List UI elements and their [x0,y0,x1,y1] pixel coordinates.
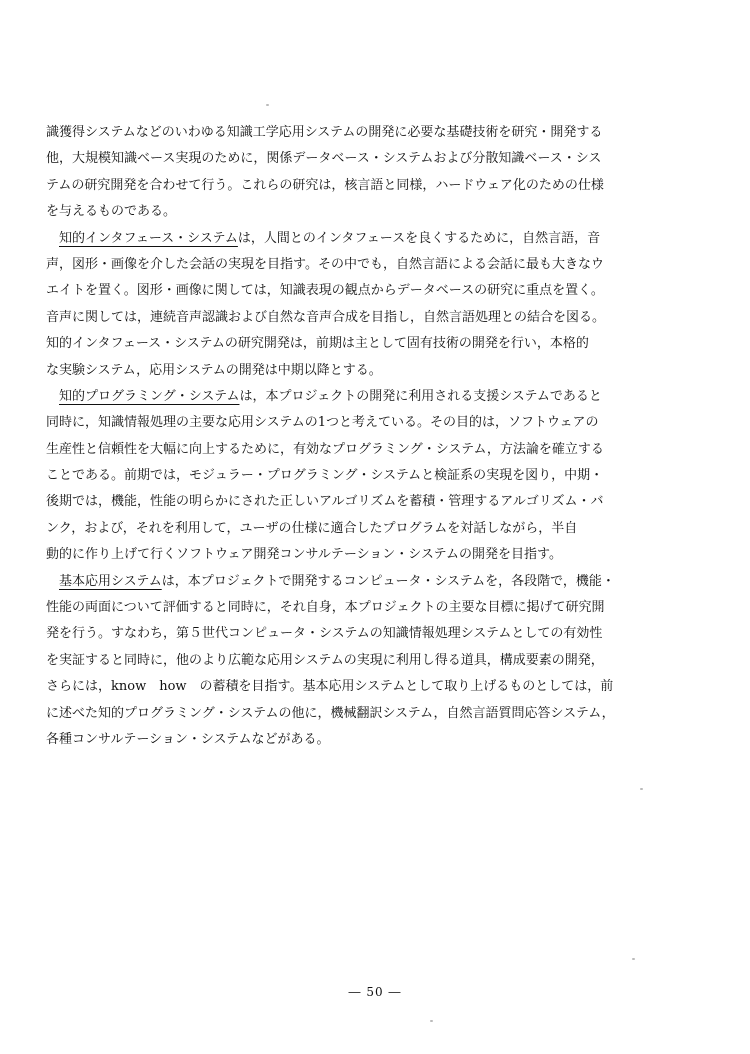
text-line: な実験システム，応用システムの開発は中期以降とする。 [46,362,382,378]
section-term-intelligent-interface: 知的インタフェース・システム [59,230,238,246]
paragraph-first-line [46,226,646,252]
text-line: 発を行う。すなわち，第５世代コンピュータ・システムの知識情報処理システムとしての有効性 [46,626,603,642]
scan-speck [632,958,635,960]
text-line: ことである。前期では，モジュラー・プログラミング・システムと検証系の実現を図り，中期・ [46,468,604,484]
body-text [46,120,646,753]
text-line: 性能の両面について評価すると同時に，それ自身，本プロジェクトの主要な目標に掲げて研究開 [46,600,605,616]
text-line: 動的に作り上げて行くソフトウェア開発コンサルテーション・システムの開発を目指す。 [46,547,562,563]
paragraph-first-line [46,569,646,595]
text-line: 知的インタフェース・システムの研究開発は，前期は主として固有技術の開発を行い，本格的 [46,336,589,352]
scan-speck [430,1020,433,1022]
paragraph-first-line [46,384,646,410]
text-line: 声，図形・画像を介した会話の実現を目指す。その中でも，自然言語による会話に最も大きなウ [46,256,604,272]
text-fragment: は，本プロジェクトで開発するコンピュータ・システムを，各段階で，機能・ [161,573,615,589]
text-line: 同時に，知識情報処理の主要な応用システムの1つと考えている。その目的は，ソフトウェアの [46,415,599,431]
text-line: 後期では，機能，性能の明らかにされた正しいアルゴリズムを蓄積・管理するアルゴリズム・バ [46,494,604,510]
text-line: を実証すると同時に，他のより広範な応用システムの実現に利用し得る道具，構成要素の開発， [46,652,604,668]
text-line: ンク，および，それを利用して，ユーザの仕様に適合したプログラムを対話しながら，半自 [46,520,578,536]
text-line: 音声に関しては，連続音声認識および自然な音声合成を目指し，自然言語処理との結合を図る。 [46,309,606,325]
section-term-intelligent-programming: 知的プログラミング・システム [59,388,240,404]
text-line: 識獲得システムなどのいわゆる知識工学応用システムの開発に必要な基礎技術を研究・開発する [46,125,603,140]
text-line: に述べた知的プログラミング・システムの他に，機械翻訳システム，自然言語質問応答システム， [46,705,615,721]
text-line: 生産性と信頼性を大幅に向上するために，有効なプログラミング・システム，方法論を確立する [46,441,604,457]
text-line: 各種コンサルテーション・システムなどがある。 [46,731,330,747]
page-number: ― 50 ― [348,985,402,999]
scan-speck [266,104,269,106]
text-fragment: は，本プロジェクトの開発に利用される支援システムであると [239,388,602,404]
text-line: を与えるものである。 [46,204,177,220]
text-line: 他，大規模知識ベース実現のために，関係データベース・システムおよび分散知識ベース・シス [46,151,602,167]
text-fragment: は，人間とのインタフェースを良くするために，自然言語，音 [237,230,601,246]
text-line: テムの研究開発を合わせて行う。これらの研究は，核言語と同様，ハードウェア化のための仕様 [46,177,604,193]
text-line: さらには，know how の蓄積を目指す。基本応用システムとして取り上げるものとしては，前 [46,679,614,695]
section-term-basic-application: 基本応用システム [59,573,162,589]
scan-speck [640,788,643,790]
text-line: エイトを置く。図形・画像に関しては，知識表現の観点からデータベースの研究に重点を置く。 [46,283,604,299]
